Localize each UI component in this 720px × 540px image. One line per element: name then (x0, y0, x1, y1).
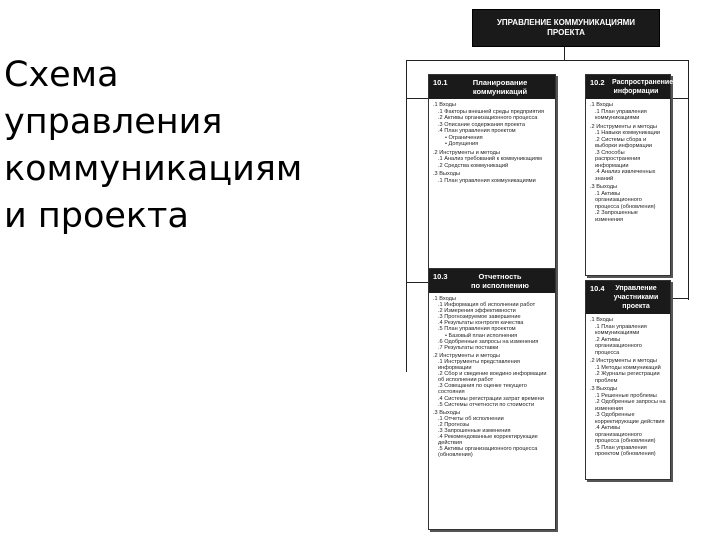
process-title-2: информации (613, 88, 659, 95)
process-box-10-2 (585, 74, 674, 276)
body-line: .1 Решенные проблемы (595, 392, 657, 399)
body-line: .2 Системы сбора и выборки информации (595, 136, 652, 149)
body-line: .1 План управления коммуникациями (595, 323, 647, 336)
body-line: .1 Навыки коммуникации (595, 130, 661, 136)
body-line: .4 Активы организационного процесса (обновления) (595, 425, 656, 444)
body-line: .5 План управления проектом (обновления) (595, 444, 656, 457)
body-line: .1 Входы (590, 102, 613, 108)
body-line: .1 Методы коммуникаций (595, 364, 661, 371)
body-line: .5 Активы организационного процесса (обновления) (438, 446, 538, 459)
body-line: .3 Выходы (590, 184, 617, 190)
process-box-10-3 (428, 268, 556, 530)
title-line-4: и проекта (4, 196, 189, 236)
process-body (586, 99, 670, 226)
body-line: .1 План управления коммуникациями (438, 177, 536, 184)
process-title-1: Отчетность (478, 272, 522, 281)
connector-to-10-3 (406, 282, 428, 283)
body-line: .1 Активы организационного процесса (обновления) (595, 190, 656, 210)
body-line: .2 Инструменты и методы (590, 123, 657, 130)
body-line: .1 Информация об исполнении работ (438, 302, 536, 309)
body-line: • Допущения (445, 141, 479, 147)
process-title-1: Распространение (612, 79, 674, 86)
body-line: .1 Входы (590, 317, 613, 323)
body-line: .6 Одобренные запросы на изменения (438, 338, 539, 345)
body-line: .2 Инструменты и методы (590, 358, 657, 364)
body-line: .3 Прогнозируемое завершение (438, 314, 521, 321)
body-line: • Ограничения (445, 134, 483, 141)
body-line: .2 Активы организационного процесса (595, 336, 642, 356)
body-line: .1 Отчеты об исполнении (438, 415, 504, 422)
body-line: .4 Результаты контроля качества (438, 320, 524, 327)
title-line-2: управления (4, 102, 223, 142)
body-line: .1 Инструменты представления информации (438, 358, 520, 372)
body-line: .2 Инструменты и методы (433, 149, 500, 156)
body-line: .3 Выходы (433, 171, 460, 177)
diagram-root-box (472, 9, 660, 47)
process-title-1: Управление (615, 285, 657, 292)
root-title-line-2: ПРОЕКТА (547, 28, 585, 37)
title-line-3: коммуникациям (4, 149, 303, 189)
process-title-2: коммуникаций (472, 87, 528, 96)
body-line: .2 Журналы регистрации проблем (595, 371, 660, 384)
body-line: .3 Совещания по оценке текущего состояния (438, 383, 527, 396)
body-line: .4 Рекомендованные корректирующие действия (438, 434, 538, 447)
body-line: .2 Запрошенные изменения (595, 210, 638, 223)
body-line: .4 Анализ извлеченных знаний (595, 169, 656, 182)
process-box-10-4 (585, 280, 671, 480)
process-body (429, 99, 555, 187)
process-header (586, 75, 674, 99)
process-header (429, 75, 555, 99)
body-line: .7 Результаты поставки (438, 344, 499, 351)
body-line: .4 План управления проектом (438, 128, 516, 134)
process-header (586, 281, 670, 314)
body-line: .2 Инструменты и методы (433, 352, 500, 359)
body-line: .2 Средства коммуникаций (438, 162, 509, 169)
process-number: 10.4 (590, 284, 605, 293)
body-line: .1 Анализ требований к коммуникациям (438, 156, 542, 162)
body-line: .1 План управления коммуникациями (595, 108, 647, 121)
process-title-2: по исполнению (471, 281, 529, 290)
body-line: .3 Способы распространения информации (595, 149, 641, 169)
connector-top-stem (564, 46, 565, 61)
body-line: .2 Активы организационного процесса (438, 115, 538, 121)
process-title-1: Планирование (472, 78, 528, 87)
body-line: .3 Выходы (590, 386, 617, 392)
body-line: .2 Измерения эффективности (438, 308, 516, 315)
process-number: 10.2 (590, 78, 605, 87)
connector-to-10-4 (671, 298, 689, 299)
process-title-2: участниками проекта (613, 294, 659, 310)
connector-top-bar (406, 60, 688, 61)
body-line: .3 Выходы (433, 409, 460, 416)
process-body (586, 314, 670, 461)
connector-to-10-1 (406, 98, 428, 99)
body-line: .3 Одобренные корректирующие действия (595, 412, 665, 425)
connector-left-spine (406, 60, 407, 372)
body-line: .2 Прогнозы (438, 421, 470, 428)
process-number: 10.3 (433, 272, 448, 281)
root-title-line-1: УПРАВЛЕНИЕ КОММУНИКАЦИЯМИ (496, 18, 636, 27)
body-line: .1 Факторы внешней среды предприятия (438, 108, 545, 115)
body-line: .1 Входы (433, 296, 456, 302)
body-line: • Базовый план исполнения (445, 332, 518, 339)
body-line: .3 Запрошенные изменения (438, 427, 511, 434)
process-number: 10.1 (433, 78, 448, 87)
body-line: .4 Системы регистрации затрат времени (438, 395, 544, 402)
process-body (429, 293, 555, 461)
title-line-1: Схема (4, 55, 119, 95)
body-line: .5 План управления проектом (438, 326, 516, 333)
connector-to-10-2 (671, 98, 689, 99)
process-header (429, 269, 555, 293)
body-line: .2 Одобренные запросы на изменения (595, 399, 666, 412)
slide-title (4, 52, 334, 240)
process-box-10-1 (428, 74, 556, 280)
body-line: .2 Сбор и сведение воедино информации об исполнении работ (438, 371, 547, 384)
body-line: .1 Входы (433, 102, 456, 108)
body-line: .5 Системы отчетности по стоимости (438, 401, 535, 408)
connector-right-spine (688, 60, 689, 300)
body-line: .3 Описание содержания проекта (438, 121, 525, 128)
